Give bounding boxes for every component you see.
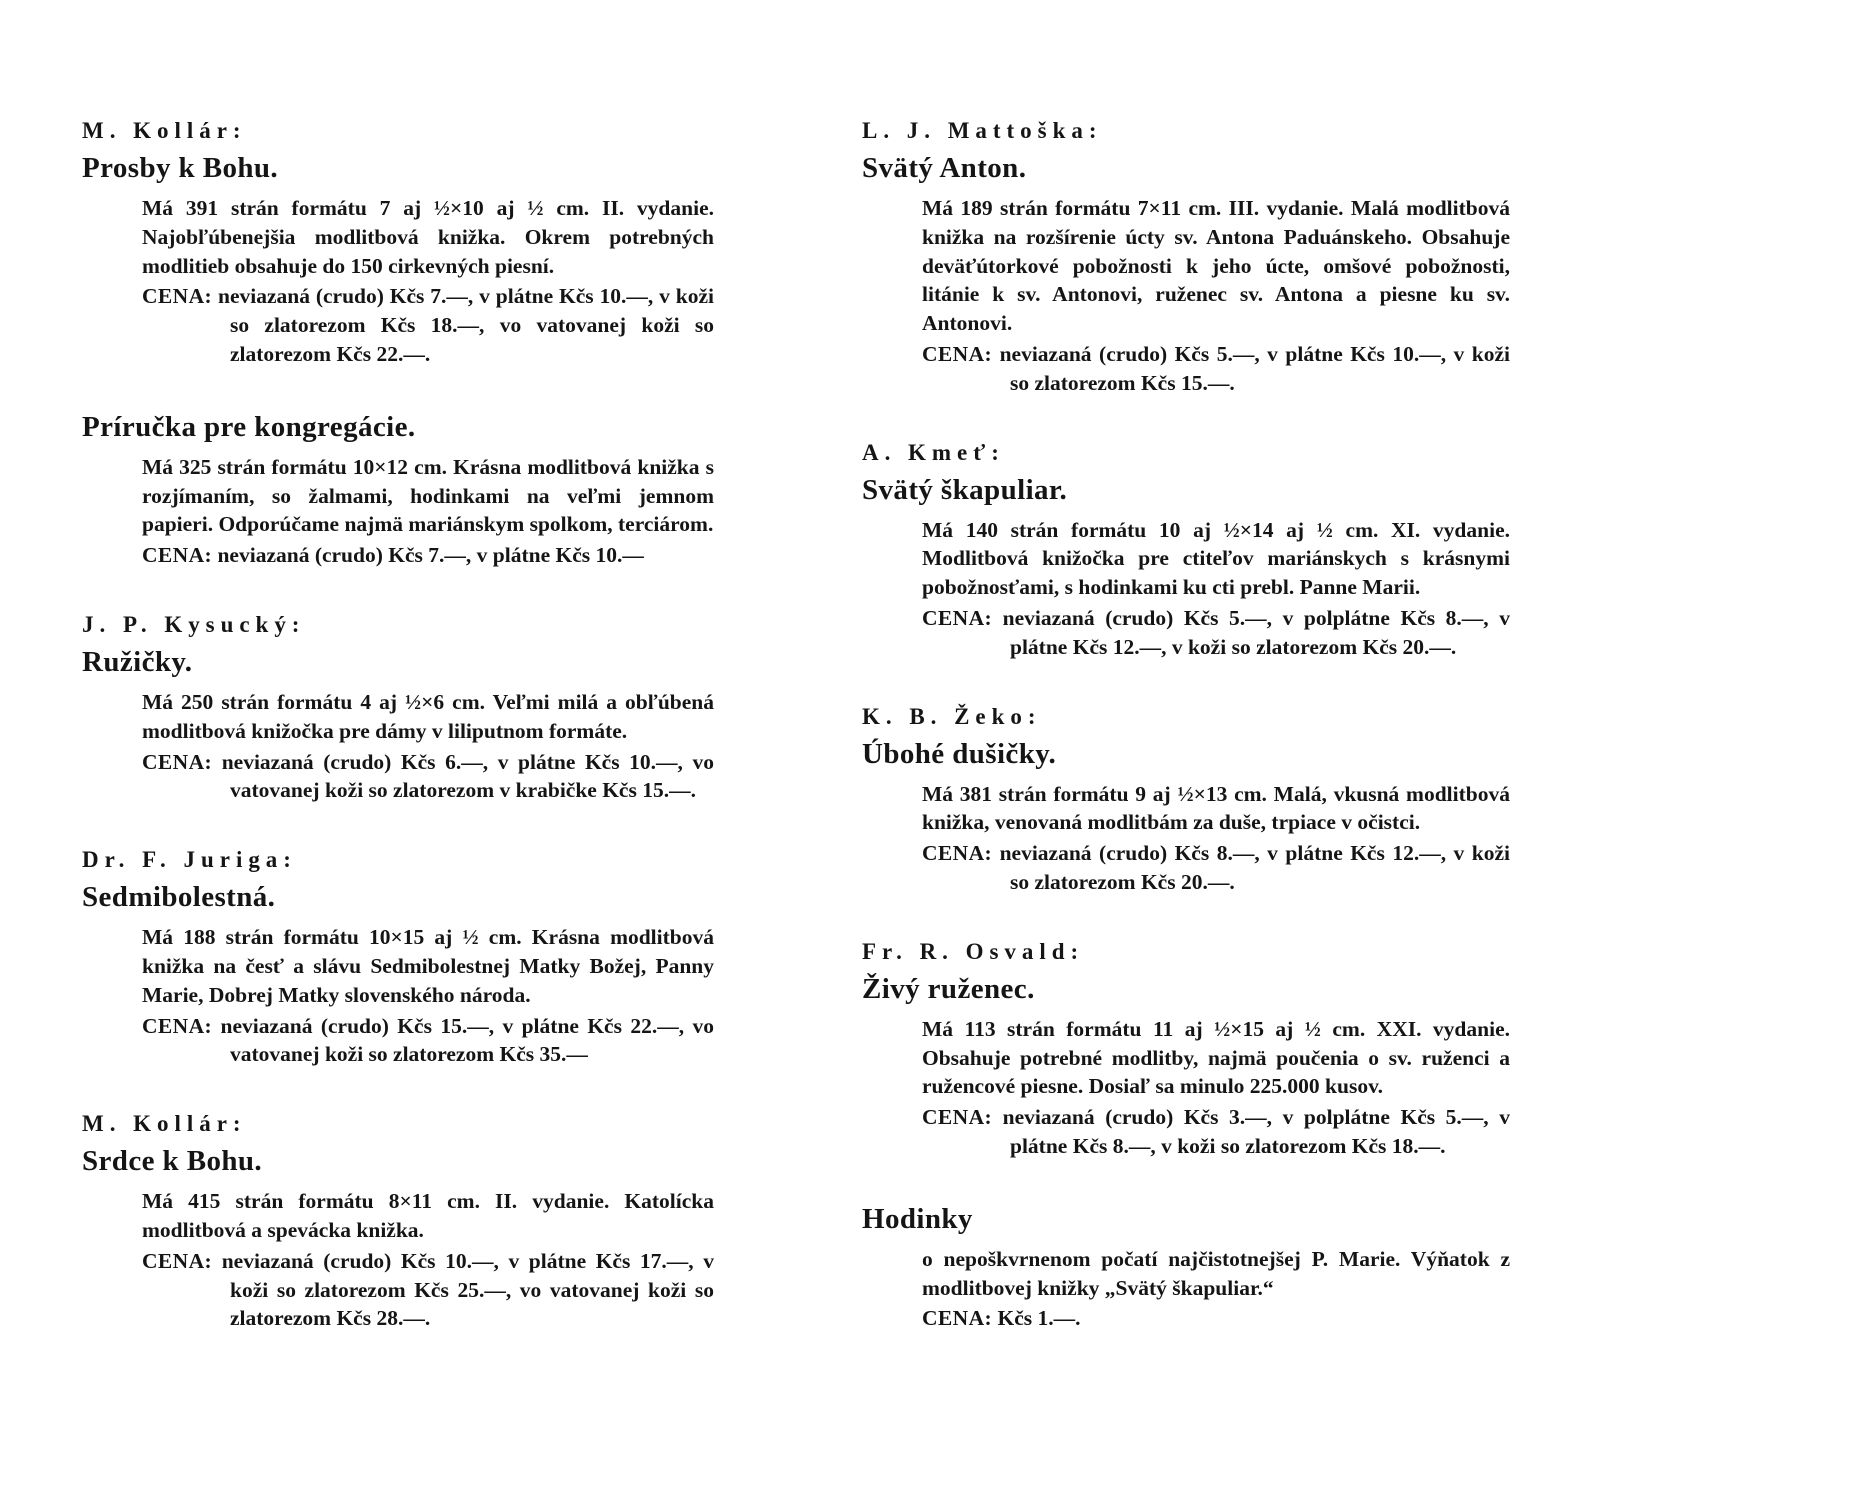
catalog-entry — [82, 612, 714, 805]
entry-author: M. Kollár: — [82, 118, 247, 143]
entry-author: K. B. Žeko: — [862, 703, 1042, 729]
catalog-entry — [862, 118, 1510, 398]
column-right — [862, 118, 1510, 1375]
entry-title: Sedmibolestná. — [82, 881, 276, 914]
entry-author: M. Kollár: — [82, 1111, 247, 1137]
entry-description: Má 415 strán formátu 8×11 cm. II. vydanie. Katolícka modlitbová a spevácka knižka. — [142, 1189, 714, 1242]
entry-description: Má 391 strán formátu 7 aj ½×10 aj ½ cm. II. vydanie. Najobľúbenejšia modlitbová knižka. Okrem potrebných modlitieb obsahuje do 150 cirkevných piesní. — [142, 196, 714, 278]
entry-author: A. Kmeť: — [862, 439, 1005, 465]
price-label: CENA: — [142, 284, 213, 309]
entry-price — [922, 1103, 1510, 1161]
entry-description: Má 325 strán formátu 10×12 cm. Krásna modlitbová knižka s rozjímaním, so žalmami, hodinkami na veľmi jemnom papieri. Odporúčame najmä mariánskym spolkom, terciárom. — [142, 454, 714, 537]
catalog-entry — [82, 411, 714, 570]
entry-author: L. J. Mattoška: — [862, 118, 1103, 143]
price-text: neviazaná (crudo) Kčs 5.—, v plátne Kčs 10.—, v koži so zlatorezom Kčs 15.—. — [999, 341, 1511, 395]
entry-description: Má 250 strán formátu 4 aj ½×6 cm. Veľmi milá a obľúbená modlitbová knižočka pre dámy v liliputnom formáte. — [142, 689, 714, 743]
price-text: neviazaná (crudo) Kčs 5.—, v polplátne Kčs 8.—, v plátne Kčs 12.—, v koži so zlatorezom Kčs 20.—. — [1002, 605, 1510, 659]
catalog-entry — [82, 847, 714, 1069]
price-label: CENA: — [142, 749, 213, 774]
price-text: Kčs 1.—. — [997, 1306, 1081, 1331]
entry-price — [142, 541, 714, 570]
entry-description: Má 140 strán formátu 10 aj ½×14 aj ½ cm. XI. vydanie. Modlitbová knižočka pre ctiteľov mariánskych s krásnymi pobožnosťami, s hodinkami ku cti prebl. Panne Marii. — [922, 517, 1510, 600]
entry-title: Srdce k Bohu. — [82, 1145, 263, 1178]
catalog-entry — [82, 118, 714, 369]
entry-price — [142, 282, 714, 368]
price-label: CENA: — [922, 1306, 993, 1331]
price-text: neviazaná (crudo) Kčs 6.—, v plátne Kčs 10.—, vo vatovanej koži so zlatorezom v krabičke Kčs 15.—. — [221, 749, 715, 803]
entry-description: Má 188 strán formátu 10×15 aj ½ cm. Krásna modlitbová knižka na česť a slávu Sedmibolestnej Matky Božej, Panny Marie, Dobrej Matky slovenského národa. — [142, 925, 714, 1007]
price-label: CENA: — [922, 341, 993, 366]
catalog-entry — [862, 1203, 1510, 1333]
catalog-entry — [862, 939, 1510, 1161]
catalog-entry — [862, 440, 1510, 662]
entry-title: Prosby k Bohu. — [82, 152, 279, 184]
price-label: CENA: — [922, 1105, 993, 1130]
entry-description: Má 113 strán formátu 11 aj ½×15 aj ½ cm. XXI. vydanie. Obsahuje potrebné modlitby, najmä poučenia o sv. ruženci a ružencové piesne. Dosiaľ sa minulo 225.000 kusov. — [922, 1016, 1510, 1099]
catalog-entry — [862, 704, 1510, 897]
catalog-entry — [82, 1111, 714, 1333]
entry-title: Príručka pre kongregácie. — [82, 410, 416, 443]
entry-price — [142, 748, 714, 806]
entry-title: Živý ruženec. — [862, 972, 1035, 1005]
entry-author: Dr. F. Juriga: — [82, 847, 297, 873]
price-label: CENA: — [142, 543, 213, 568]
entry-title: Svätý škapuliar. — [862, 473, 1068, 506]
price-label: CENA: — [922, 605, 993, 630]
entry-price — [142, 1247, 714, 1333]
entry-title: Ružičky. — [82, 645, 193, 678]
entry-title: Hodinky — [862, 1202, 973, 1235]
column-left — [82, 118, 714, 1375]
price-label: CENA: — [142, 1013, 213, 1038]
price-text: neviazaná (crudo) Kčs 15.—, v plátne Kčs 22.—, vo vatovanej koži so zlatorezom Kčs 35.— — [220, 1013, 714, 1067]
entry-description: Má 189 strán formátu 7×11 cm. III. vydanie. Malá modlitbová knižka na rozšírenie úcty sv. Antona Paduánskeho. Obsahuje deväťútorkové pobožnosti k jeho úcte, omšové pobožnosti, litánie k sv. Antonovi, ruženec sv. Antona a piesne ku sv. Antonovi. — [922, 196, 1510, 336]
price-text: neviazaná (crudo) Kčs 3.—, v polplátne Kčs 5.—, v plátne Kčs 8.—, v koži so zlatorezom Kčs 18.—. — [1002, 1105, 1510, 1158]
entry-description: o nepoškvrnenom počatí najčistotnejšej P. Marie. Výňatok z modlitbovej knižky „Svätý škapuliar.“ — [922, 1246, 1510, 1300]
entry-author: Fr. R. Osvald: — [862, 938, 1085, 964]
price-text: neviazaná (crudo) Kčs 7.—, v plátne Kčs 10.—, v koži so zlatorezom Kčs 18.—, vo vatovanej koži so zlatorezom Kčs 22.—. — [217, 284, 715, 366]
entry-price — [922, 340, 1510, 398]
entry-description: Má 381 strán formátu 9 aj ½×13 cm. Malá, vkusná modlitbová knižka, venovaná modlitbám za duše, trpiace v očistci. — [922, 781, 1510, 835]
price-label: CENA: — [142, 1248, 213, 1273]
price-text: neviazaná (crudo) Kčs 7.—, v plátne Kčs 10.— — [217, 543, 644, 568]
price-text: neviazaná (crudo) Kčs 10.—, v plátne Kčs 17.—, v koži so zlatorezom Kčs 25.—, vo vatovanej koži so zlatorezom Kčs 28.—. — [221, 1248, 715, 1331]
price-label: CENA: — [922, 841, 993, 866]
entry-price — [922, 1304, 1510, 1333]
entry-title: Svätý Anton. — [862, 152, 1027, 184]
entry-author: J. P. Kysucký: — [82, 611, 306, 637]
entry-price — [142, 1012, 714, 1070]
entry-title: Úbohé dušičky. — [862, 737, 1057, 770]
entry-price — [922, 839, 1510, 897]
entry-price — [922, 604, 1510, 662]
price-text: neviazaná (crudo) Kčs 8.—, v plátne Kčs 12.—, v koži so zlatorezom Kčs 20.—. — [999, 841, 1511, 894]
